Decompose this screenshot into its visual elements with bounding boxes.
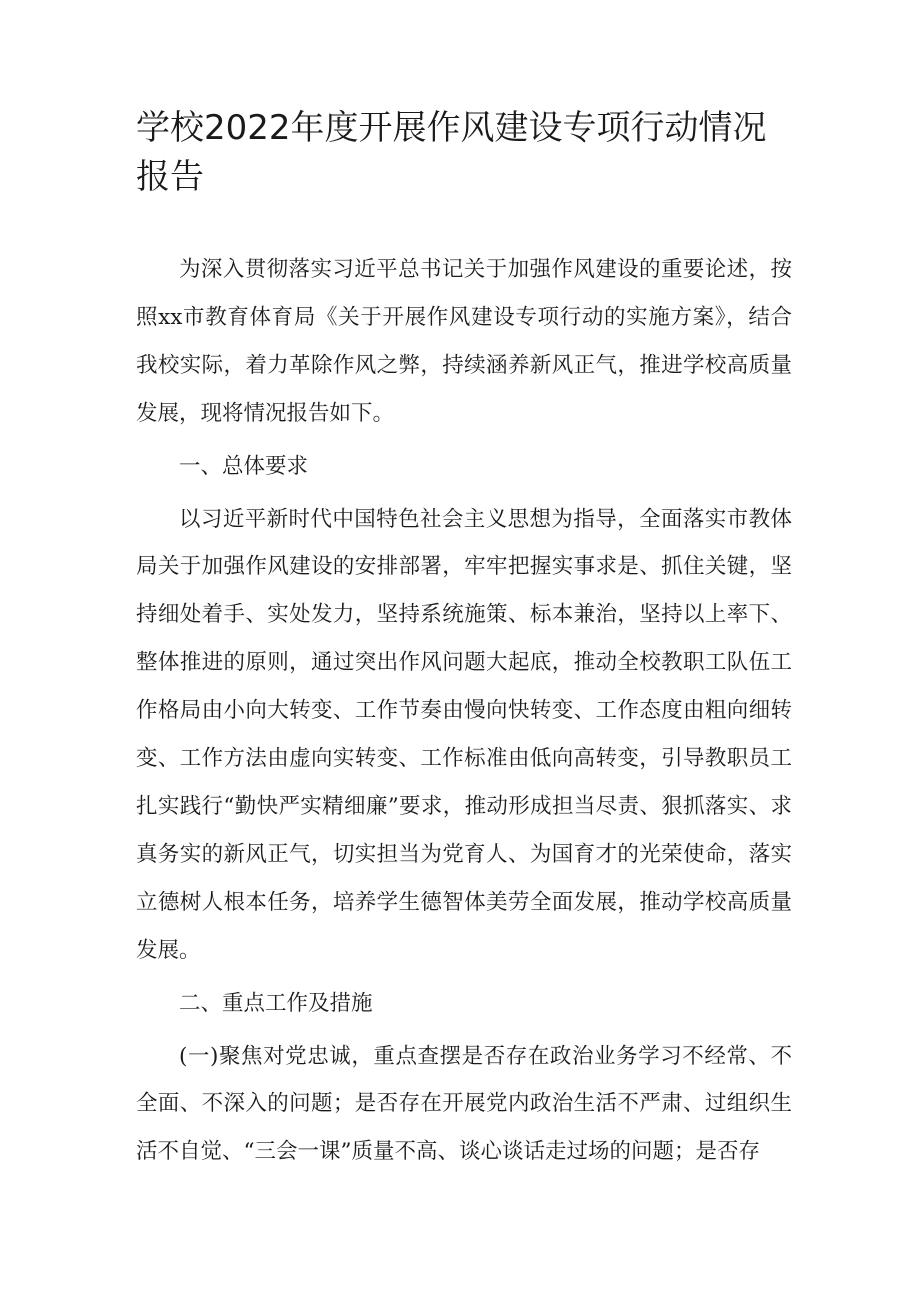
section-heading-general-requirements: 一、总体要求 bbox=[179, 453, 309, 479]
key-work-paragraph: (一)聚焦对党忠诚，重点查摆是否存在政治业务学习不经常、不全面、不深入的问题；是否存在开展党内政治生活不严肃、过组织生活不自觉、“三会一课”质量不高、谈心谈话走过场的问题；是否存 bbox=[136, 1043, 792, 1165]
general-requirements-paragraph: 以习近平新时代中国特色社会主义思想为指导，全面落实市教体局关于加强作风建设的安排部署，牢牢把握实事求是、抓住关键，坚持细处着手、实处发力，坚持系统施策、标本兼治，坚持以上率下、整体推进的原则，通过突出作风问题大起底，推动全校教职工队伍工作格局由小向大转变、工作节奏由慢向快转变、工作态度由粗向细转变、工作方法由虚向实转变、工作标准由低向高转变，引导教职员工扎实践行“勤快严实精细廉”要求，推动形成担当尽责、狠抓落实、求真务实的新风正气，切实担当为党育人、为国育才的光荣使命，落实立德树人根本任务，培养学生德智体美劳全面发展，推动学校高质量发展。 bbox=[136, 506, 792, 963]
document-title: 学校2022年度开展作风建设专项行动情况报告 bbox=[136, 108, 767, 197]
intro-paragraph: 为深入贯彻落实习近平总书记关于加强作风建设的重要论述，按照xx市教育体育局《关于开展作风建设专项行动的实施方案》，结合我校实际，着力革除作风之弊，持续涵养新风正气，推进学校高质量发展，现将情况报告如下。 bbox=[136, 257, 792, 426]
document-body bbox=[136, 246, 792, 1176]
section-heading-key-work: 二、重点工作及措施 bbox=[179, 990, 373, 1016]
